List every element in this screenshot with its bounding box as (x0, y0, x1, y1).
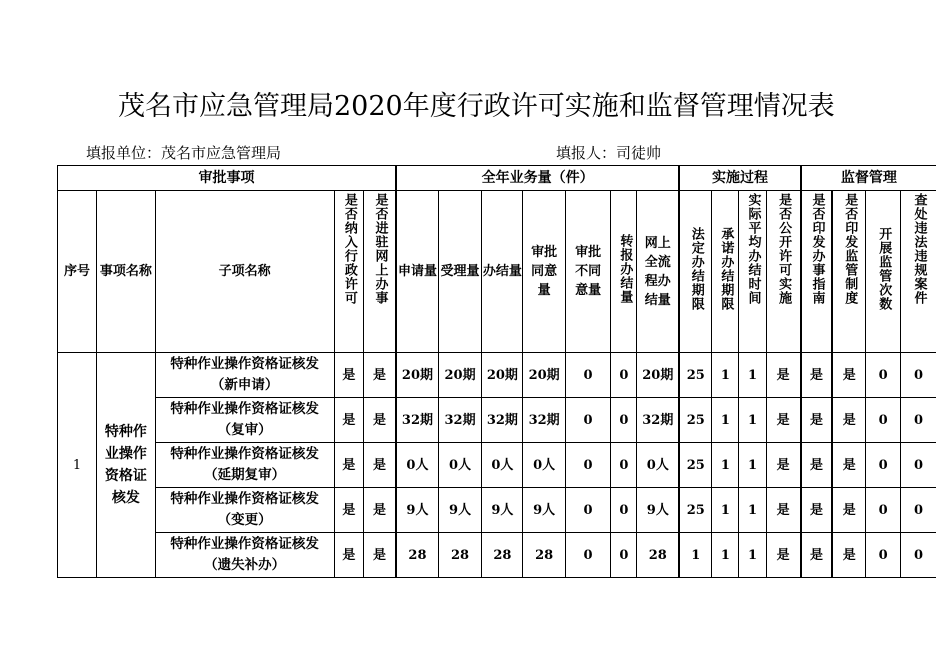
agree-cell: 0人 (523, 443, 565, 488)
public-cell: 是 (766, 533, 801, 578)
accept-cell: 28 (438, 533, 481, 578)
group-header-row (58, 166, 936, 191)
sup-times-cell: 0 (866, 398, 901, 443)
guide-cell: 是 (801, 398, 832, 443)
full-online-cell: 28 (637, 533, 679, 578)
done-cell: 9人 (482, 488, 523, 533)
violations-cell: 0 (901, 533, 936, 578)
legal-days-cell: 25 (679, 353, 712, 398)
report-sheet (57, 165, 936, 593)
violations-cell: 0 (901, 443, 936, 488)
sub-item-cell: 特种作业操作资格证核发（变更） (155, 488, 334, 533)
promise-days-cell: 1 (712, 533, 739, 578)
violations-cell: 0 (901, 398, 936, 443)
apply-cell: 32期 (396, 398, 438, 443)
transfer-cell: 0 (611, 488, 637, 533)
col-done: 办结量 (482, 191, 523, 353)
col-online: 是否进驻网上办事 (364, 191, 397, 353)
table-row (58, 443, 936, 488)
table-row (58, 398, 936, 443)
sub-item-cell: 特种作业操作资格证核发（复审） (155, 398, 334, 443)
full-online-cell: 32期 (637, 398, 679, 443)
col-full-online: 网上全流程办结量 (637, 191, 679, 353)
sub-item-cell: 特种作业操作资格证核发（新申请） (155, 353, 334, 398)
done-cell: 32期 (482, 398, 523, 443)
sub-item-cell: 特种作业操作资格证核发（遗失补办） (155, 533, 334, 578)
filler: 填报人：司徒帅 (556, 144, 662, 162)
accept-cell: 0人 (438, 443, 481, 488)
legal-days-cell: 25 (679, 488, 712, 533)
included-cell: 是 (334, 353, 363, 398)
col-item-name: 事项名称 (97, 191, 156, 353)
legal-days-cell: 25 (679, 443, 712, 488)
online-cell: 是 (364, 533, 397, 578)
legal-days-cell: 1 (679, 533, 712, 578)
col-violations: 查处违法违规案件 (901, 191, 936, 353)
promise-days-cell: 1 (712, 443, 739, 488)
avg-days-cell: 1 (739, 353, 766, 398)
sup-times-cell: 0 (866, 488, 901, 533)
col-apply: 申请量 (396, 191, 438, 353)
col-disagree: 审批不同意量 (565, 191, 611, 353)
avg-days-cell: 1 (739, 488, 766, 533)
transfer-cell: 0 (611, 353, 637, 398)
sup-times-cell: 0 (866, 353, 901, 398)
table-row (58, 353, 936, 398)
transfer-cell: 0 (611, 533, 637, 578)
col-sub-item: 子项名称 (155, 191, 334, 353)
col-transfer: 转报办结量 (611, 191, 637, 353)
agree-cell: 32期 (523, 398, 565, 443)
sup-rule-cell: 是 (832, 353, 866, 398)
full-online-cell: 9人 (637, 488, 679, 533)
sup-times-cell: 0 (866, 443, 901, 488)
sup-rule-cell: 是 (832, 533, 866, 578)
violations-cell: 0 (901, 488, 936, 533)
online-cell: 是 (364, 443, 397, 488)
included-cell: 是 (334, 533, 363, 578)
col-agree: 审批同意量 (523, 191, 565, 353)
col-public: 是否公开许可实施 (766, 191, 801, 353)
group-supervision: 监督管理 (801, 166, 936, 191)
sub-item-cell: 特种作业操作资格证核发（延期复审） (155, 443, 334, 488)
col-legal-days: 法定办结期限 (679, 191, 712, 353)
avg-days-cell: 1 (739, 533, 766, 578)
avg-days-cell: 1 (739, 443, 766, 488)
col-avg-days: 实际平均办结时间 (739, 191, 766, 353)
agree-cell: 20期 (523, 353, 565, 398)
guide-cell: 是 (801, 488, 832, 533)
included-cell: 是 (334, 443, 363, 488)
agree-cell: 9人 (523, 488, 565, 533)
col-seq: 序号 (58, 191, 97, 353)
sup-rule-cell: 是 (832, 443, 866, 488)
transfer-cell: 0 (611, 443, 637, 488)
done-cell: 20期 (482, 353, 523, 398)
avg-days-cell: 1 (739, 398, 766, 443)
online-cell: 是 (364, 398, 397, 443)
col-included: 是否纳入行政许可 (334, 191, 363, 353)
promise-days-cell: 1 (712, 488, 739, 533)
report-table (57, 165, 936, 578)
fill-unit: 填报单位：茂名市应急管理局 (86, 144, 282, 162)
public-cell: 是 (766, 353, 801, 398)
agree-cell: 28 (523, 533, 565, 578)
apply-cell: 0人 (396, 443, 438, 488)
disagree-cell: 0 (565, 533, 611, 578)
public-cell: 是 (766, 488, 801, 533)
disagree-cell: 0 (565, 488, 611, 533)
page-title: 茂名市应急管理局2020年度行政许可实施和监督管理情况表 (118, 91, 835, 122)
accept-cell: 9人 (438, 488, 481, 533)
col-sup-times: 开展监管次数 (866, 191, 901, 353)
public-cell: 是 (766, 443, 801, 488)
guide-cell: 是 (801, 353, 832, 398)
apply-cell: 20期 (396, 353, 438, 398)
apply-cell: 9人 (396, 488, 438, 533)
column-header-row (58, 191, 936, 353)
sup-rule-cell: 是 (832, 488, 866, 533)
promise-days-cell: 1 (712, 398, 739, 443)
disagree-cell: 0 (565, 398, 611, 443)
table-row (58, 488, 936, 533)
online-cell: 是 (364, 353, 397, 398)
promise-days-cell: 1 (712, 353, 739, 398)
col-accept: 受理量 (438, 191, 481, 353)
full-online-cell: 0人 (637, 443, 679, 488)
col-sup-rule: 是否印发监管制度 (832, 191, 866, 353)
table-row (58, 533, 936, 578)
disagree-cell: 0 (565, 353, 611, 398)
included-cell: 是 (334, 398, 363, 443)
included-cell: 是 (334, 488, 363, 533)
legal-days-cell: 25 (679, 398, 712, 443)
group-process: 实施过程 (679, 166, 801, 191)
done-cell: 0人 (482, 443, 523, 488)
apply-cell: 28 (396, 533, 438, 578)
online-cell: 是 (364, 488, 397, 533)
group-approval: 审批事项 (58, 166, 397, 191)
sup-times-cell: 0 (866, 533, 901, 578)
transfer-cell: 0 (611, 398, 637, 443)
disagree-cell: 0 (565, 443, 611, 488)
accept-cell: 32期 (438, 398, 481, 443)
public-cell: 是 (766, 398, 801, 443)
col-guide: 是否印发办事指南 (801, 191, 832, 353)
violations-cell: 0 (901, 353, 936, 398)
guide-cell: 是 (801, 443, 832, 488)
full-online-cell: 20期 (637, 353, 679, 398)
guide-cell: 是 (801, 533, 832, 578)
sup-rule-cell: 是 (832, 398, 866, 443)
seq-cell: 1 (58, 353, 97, 578)
col-promise-days: 承诺办结期限 (712, 191, 739, 353)
item-name-cell: 特种作业操作资格证核发 (97, 353, 156, 578)
done-cell: 28 (482, 533, 523, 578)
accept-cell: 20期 (438, 353, 481, 398)
group-volume: 全年业务量（件） (396, 166, 679, 191)
